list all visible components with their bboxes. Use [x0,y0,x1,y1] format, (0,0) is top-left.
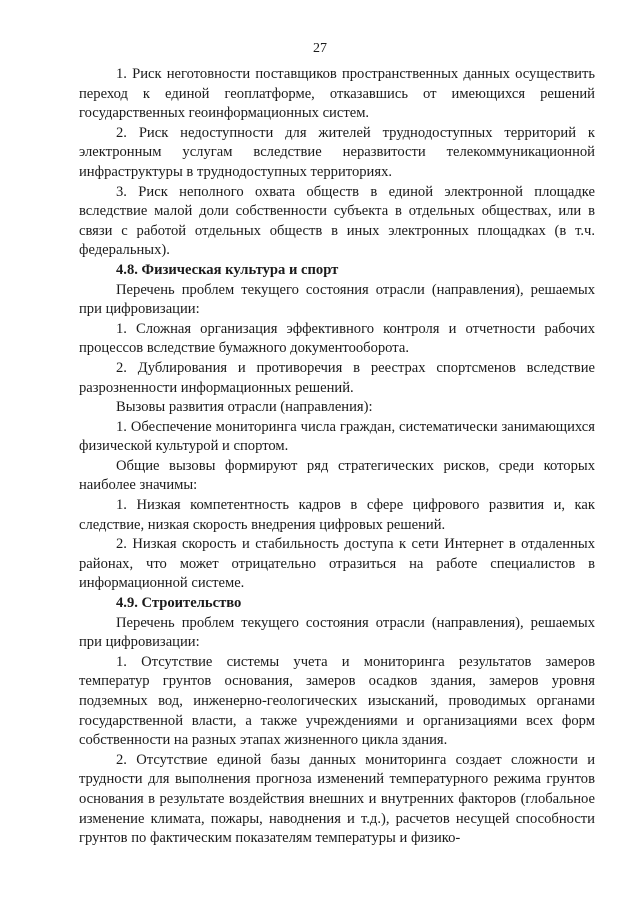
paragraph-problem-1: 1. Сложная организация эффективного контроля и отчетности рабочих процессов вследствие бумажного документооборота. [79,320,595,357]
paragraph-construction-intro: Перечень проблем текущего состояния отрасли (направления), решаемых при цифровизации: [79,614,595,651]
paragraph-risk-1: 1. Риск неготовности поставщиков пространственных данных осуществить переход к единой геоплатформе, отказавшись от имеющихся решений государственных геоинформационных систем. [79,66,595,122]
paragraph-challenges-intro: Вызовы развития отрасли (направления): [116,399,373,416]
paragraph-risks-intro: Общие вызовы формируют ряд стратегических рисков, среди которых наиболее значимы: [79,457,595,494]
paragraph-construction-problem-2: 2. Отсутствие единой базы данных мониторинга создает сложности и трудности для выполнения прогноза изменений температурного режима грунтов основания в результате воздействия внешних и внутренних факторов (глобальное изменение климата, пожары, наводнения и т.д.), расчетов несущей способности грунтов по фактическим показателям температуры и физико- [79,751,595,847]
section-heading-4-8: 4.8. Физическая культура и спорт [116,261,339,278]
paragraph-sport-risk-1: 1. Низкая компетентность кадров в сфере цифрового развития и, как следствие, низкая скорость внедрения цифровых решений. [79,497,595,533]
section-heading-4-9: 4.9. Строительство [116,595,242,612]
page-body [79,65,595,849]
page-number: 27 [313,41,327,56]
paragraph-risk-3: 3. Риск неполного охвата обществ в единой электронной площадке вследствие малой доли собственности субъекта в отдельных обществах, или в связи с работой отдельных обществ в иных электронных площадках (в т.ч. федеральных). [79,183,595,259]
paragraph-sport-risk-2: 2. Низкая скорость и стабильность доступа к сети Интернет в отдаленных районах, что может отрицательно отразиться на работе специалистов в информационной системе. [79,536,595,592]
paragraph-construction-problem-1: 1. Отсутствие системы учета и мониторинга результатов замеров температур грунтов основания, замеров осадков здания, замеров уровня подземных вод, инженерно-геологических изысканий, проводимых органами государственной власти, а также учреждениями и организациями всех форм собственности на разных этапах жизненного цикла здания. [79,653,595,749]
paragraph-risk-2: 2. Риск недоступности для жителей труднодоступных территорий к электронным услугам вследствие неразвитости телекоммуникационной инфраструктуры в труднодоступных территориях. [79,124,595,180]
paragraph-problems-intro: Перечень проблем текущего состояния отрасли (направления), решаемых при цифровизации: [79,281,595,318]
paragraph-challenge-1: 1. Обеспечение мониторинга числа граждан, систематически занимающихся физической культурой и спортом. [79,418,595,455]
paragraph-problem-2: 2. Дублирования и противоречия в реестрах спортсменов вследствие разрозненности информационных решений. [79,359,595,396]
